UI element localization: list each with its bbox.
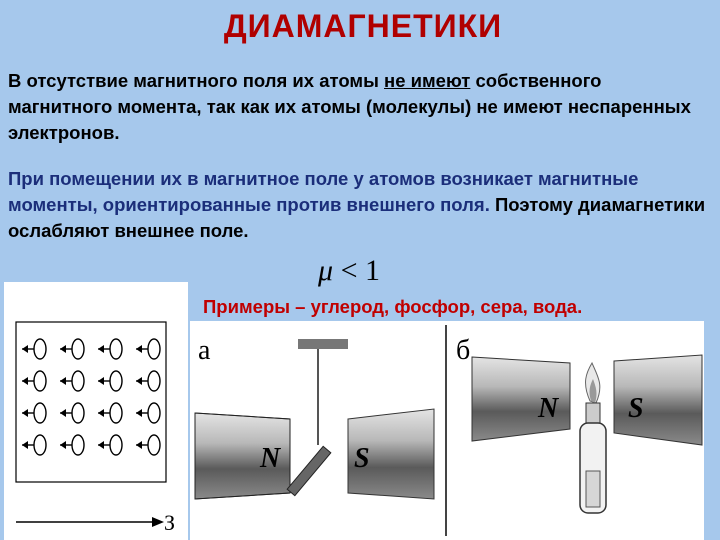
- examples-text: Примеры – углерод, фосфор, сера, вода.: [203, 296, 583, 317]
- suspension-holder: [298, 339, 348, 349]
- paragraph-in-field: [8, 166, 713, 244]
- pole-s-a: S: [354, 443, 370, 474]
- burner-nozzle: [586, 403, 600, 423]
- formula-mu: μ: [318, 254, 334, 287]
- label-b: б: [456, 335, 471, 366]
- experiment-figure-panel: [190, 321, 704, 540]
- pole-s-b: S: [628, 393, 644, 424]
- permeability-formula: [318, 254, 380, 288]
- burner-fluid: [586, 471, 600, 507]
- para1-underlined: не имеют: [384, 70, 471, 91]
- formula-rest: < 1: [333, 254, 380, 287]
- para1-text-2: собственного магнитного момента, так как их атомы (молекулы) не имеют неспаренных электронов.: [8, 70, 691, 143]
- paragraph-absence-of-field: [8, 68, 708, 146]
- slide-title: ДИАМАГНЕТИКИ: [223, 8, 503, 44]
- sample-box: [16, 322, 166, 482]
- para1-text-1: В отсутствие магнитного поля их атомы: [8, 70, 385, 91]
- label-a: а: [198, 335, 211, 366]
- pole-n-b: N: [538, 393, 559, 424]
- para2-colored: При помещении их в магнитное поле у атомов возникает магнитные моменты, ориентированные против внешнего поля.: [8, 168, 639, 215]
- field-label: З: [164, 510, 176, 535]
- para2-dark: Поэтому диамагнетики ослабляют внешнее поле.: [8, 194, 706, 241]
- diamagnetic-rod: [287, 446, 331, 495]
- moments-diagram-panel: [4, 282, 188, 540]
- field-arrow-head: [152, 517, 164, 527]
- pole-n-a: N: [260, 443, 281, 474]
- experiment-figure: [190, 321, 704, 540]
- moments-diagram: [4, 282, 188, 540]
